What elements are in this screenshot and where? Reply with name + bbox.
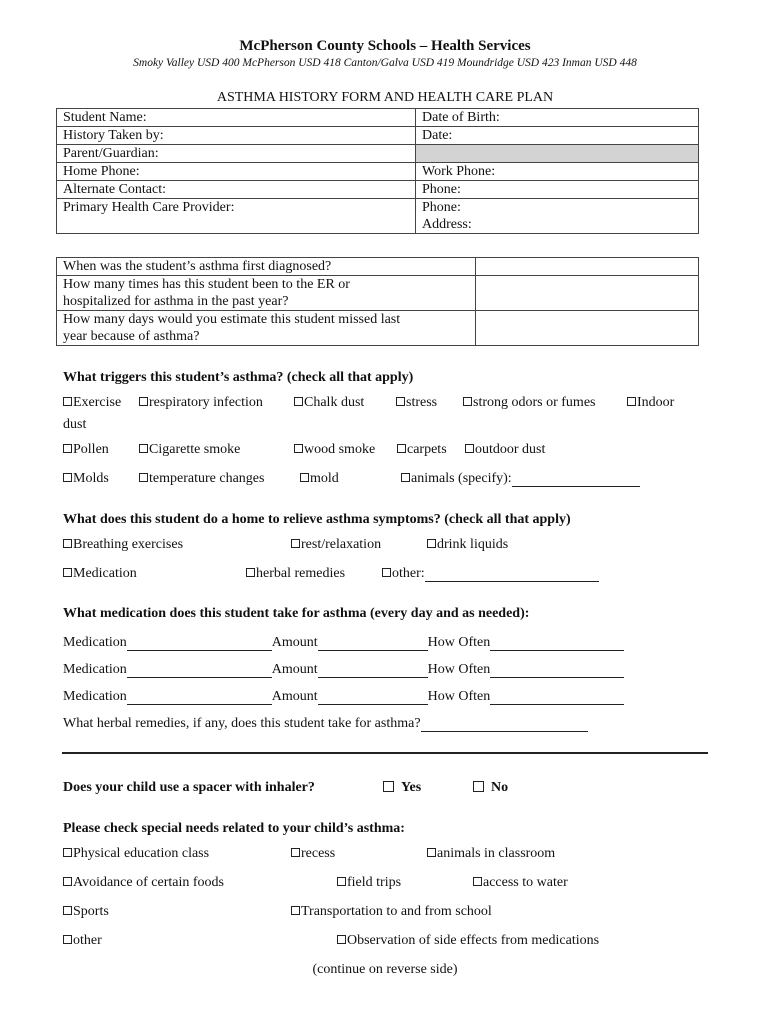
checkbox-icon [291,848,300,857]
table-row [57,199,699,234]
checkbox-icon [465,444,474,453]
relief-breathing-exercises[interactable]: Breathing exercises [63,537,183,553]
triggers-heading: What triggers this student’s asthma? (check all that apply) [63,370,414,385]
relief-other-blank[interactable] [425,568,599,582]
trigger-exercise[interactable]: Exercise [63,395,121,411]
checkbox-icon [139,444,148,453]
medication-name-blank[interactable] [127,691,272,705]
amount-blank[interactable] [318,637,428,651]
checkbox-icon [337,877,346,886]
need-sports[interactable]: Sports [63,904,109,920]
need-animals-in-classroom[interactable]: animals in classroom [427,846,555,862]
table-row [57,311,699,346]
checkbox-icon [473,877,482,886]
trigger-cigarette-smoke[interactable]: Cigarette smoke [139,442,240,458]
checkbox-icon [382,568,391,577]
checkbox-icon [63,935,72,944]
checkbox-icon [427,848,436,857]
student-name-field[interactable]: Student Name: [57,109,416,127]
district-subtitle: Smoky Valley USD 400 McPherson USD 418 Canton/Galva USD 419 Moundridge USD 423 Inman USD 448 [133,57,637,69]
checkbox-icon [473,781,484,792]
amount-label: Amount [271,662,318,677]
er-visits-answer[interactable] [476,276,699,311]
medication-row-3 [63,689,624,705]
need-other[interactable]: other [63,933,102,949]
checkbox-icon [291,906,300,915]
provider-contact-cell[interactable] [416,199,699,234]
provider-address-label: Address: [422,217,472,232]
herbal-answer-blank[interactable] [421,718,588,732]
table-row [57,276,699,311]
relief-drink-liquids[interactable]: drink liquids [427,537,508,553]
checkbox-icon [463,397,472,406]
trigger-mold[interactable]: mold [300,471,339,487]
herbal-remedies-row [63,716,588,732]
spacer-question: Does your child use a spacer with inhaler? [63,780,315,795]
relief-other[interactable]: other: [382,566,599,582]
medication-label: Medication [63,635,127,650]
checkbox-icon [291,539,300,548]
relief-rest[interactable]: rest/relaxation [291,537,381,553]
table-row [57,181,699,199]
checkbox-icon [63,397,72,406]
special-needs-heading: Please check special needs related to your child’s asthma: [63,821,405,836]
medication-name-blank[interactable] [127,637,272,651]
amount-label: Amount [271,689,318,704]
how-often-label: How Often [427,662,491,677]
alternate-contact-field[interactable]: Alternate Contact: [57,181,416,199]
trigger-stress[interactable]: stress [396,395,437,411]
medication-label: Medication [63,662,127,677]
relief-medication[interactable]: Medication [63,566,137,582]
need-observe-side-effects[interactable]: Observation of side effects from medications [337,933,599,949]
amount-blank[interactable] [318,664,428,678]
primary-provider-field[interactable]: Primary Health Care Provider: [57,199,416,234]
checkbox-icon [294,444,303,453]
checkbox-icon [396,397,405,406]
form-title: ASTHMA HISTORY FORM AND HEALTH CARE PLAN [216,90,554,105]
days-missed-question [57,311,476,346]
checkbox-icon [397,444,406,453]
trigger-temperature-changes[interactable]: temperature changes [139,471,264,487]
animals-specify-blank[interactable] [512,473,640,487]
table-row [57,109,699,127]
checkbox-icon [63,444,72,453]
table-row [57,127,699,145]
checkbox-icon [139,473,148,482]
er-visits-line-1: How many times has this student been to the ER or [63,277,350,292]
medication-heading: What medication does this student take for asthma (every day and as needed): [63,606,530,621]
need-physical-education[interactable]: Physical education class [63,846,209,862]
shaded-cell [416,145,699,163]
trigger-chalk-dust[interactable]: Chalk dust [294,395,364,411]
medication-name-blank[interactable] [127,664,272,678]
table-row [57,258,699,276]
need-access-to-water[interactable]: access to water [473,875,568,891]
checkbox-icon [337,935,346,944]
table-row [57,163,699,181]
page-title: McPherson County Schools – Health Services [239,38,531,54]
first-diagnosed-question: When was the student’s asthma first diagnosed? [57,258,476,276]
first-diagnosed-answer[interactable] [476,258,699,276]
trigger-animals[interactable]: animals (specify): [401,471,640,487]
days-missed-line-2: year because of asthma? [63,329,200,344]
spacer-no-option[interactable]: No [473,780,508,796]
how-often-blank[interactable] [490,664,624,678]
checkbox-icon [63,473,72,482]
checkbox-icon [627,397,636,406]
how-often-blank[interactable] [490,637,624,651]
trigger-respiratory-infection[interactable]: respiratory infection [139,395,263,411]
trigger-pollen[interactable]: Pollen [63,442,109,458]
er-visits-question [57,276,476,311]
checkbox-icon [383,781,394,792]
section-divider [62,752,708,754]
checkbox-icon [63,906,72,915]
checkbox-icon [294,397,303,406]
history-taken-by-field[interactable]: History Taken by: [57,127,416,145]
herbal-question: What herbal remedies, if any, does this student take for asthma? [63,716,421,731]
checkbox-icon [63,539,72,548]
trigger-indoor-dust-cont: dust [63,417,87,432]
days-missed-line-1: How many days would you estimate this student missed last [63,312,401,327]
trigger-molds[interactable]: Molds [63,471,109,487]
work-phone-field[interactable]: Work Phone: [416,163,699,181]
date-of-birth-field[interactable]: Date of Birth: [416,109,699,127]
amount-blank[interactable] [318,691,428,705]
trigger-outdoor-dust[interactable]: outdoor dust [465,442,545,458]
how-often-label: How Often [427,635,491,650]
student-info-table [56,108,699,234]
checkbox-icon [427,539,436,548]
continue-note: (continue on reverse side) [312,962,458,977]
how-often-blank[interactable] [490,691,624,705]
medication-row-1 [63,635,624,651]
need-recess[interactable]: recess [291,846,335,862]
amount-label: Amount [271,635,318,650]
er-visits-line-2: hospitalized for asthma in the past year? [63,294,289,309]
trigger-carpets[interactable]: carpets [397,442,447,458]
checkbox-icon [300,473,309,482]
parent-guardian-field[interactable]: Parent/Guardian: [57,145,416,163]
spacer-yes-option[interactable]: Yes [383,780,421,796]
checkbox-icon [139,397,148,406]
relief-heading: What does this student do a home to relieve asthma symptoms? (check all that apply) [63,512,571,527]
alternate-phone-field[interactable]: Phone: [416,181,699,199]
home-phone-field[interactable]: Home Phone: [57,163,416,181]
trigger-wood-smoke[interactable]: wood smoke [294,442,375,458]
trigger-strong-odors[interactable]: strong odors or fumes [463,395,596,411]
checkbox-icon [401,473,410,482]
table-row [57,145,699,163]
medication-row-2 [63,662,624,678]
asthma-history-table [56,257,699,346]
how-often-label: How Often [427,689,491,704]
checkbox-icon [63,877,72,886]
date-field[interactable]: Date: [416,127,699,145]
need-avoid-foods[interactable]: Avoidance of certain foods [63,875,224,891]
need-field-trips[interactable]: field trips [337,875,401,891]
provider-phone-label: Phone: [422,200,461,215]
need-transportation[interactable]: Transportation to and from school [291,904,492,920]
medication-label: Medication [63,689,127,704]
checkbox-icon [63,848,72,857]
days-missed-answer[interactable] [476,311,699,346]
checkbox-icon [63,568,72,577]
relief-herbal-remedies[interactable]: herbal remedies [246,566,345,582]
trigger-indoor-dust[interactable]: Indoor [627,395,674,411]
checkbox-icon [246,568,255,577]
